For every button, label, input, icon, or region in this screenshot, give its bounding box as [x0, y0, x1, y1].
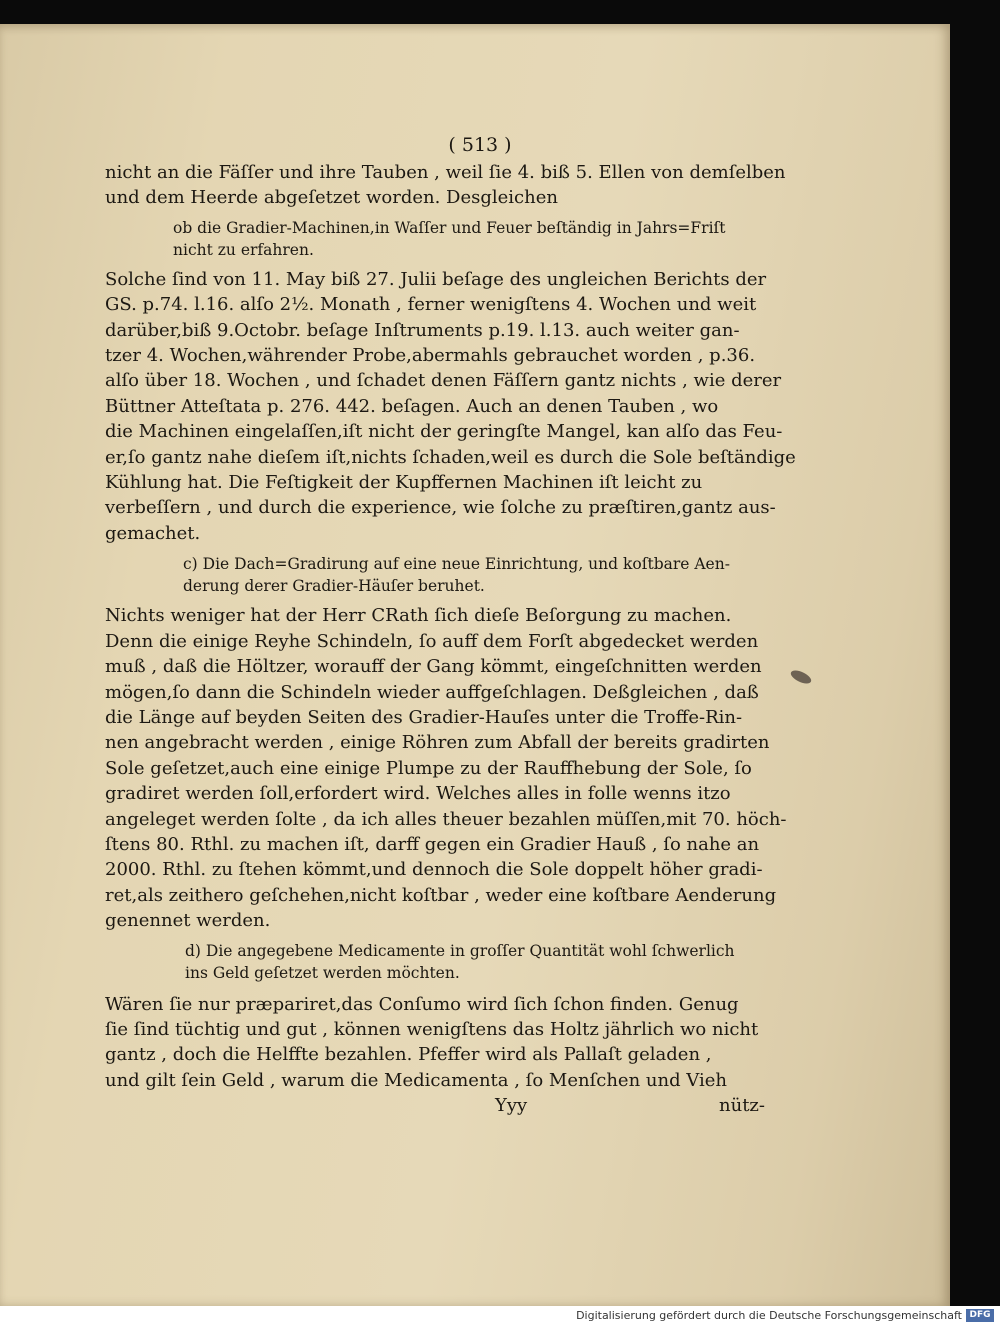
- text-line: derung derer Gradier-Häuſer beruhet.: [183, 577, 485, 596]
- text-line: nen angebracht werden , einige Röhren zum Abfall der bereits gradirten: [105, 732, 770, 754]
- text-line: verbeſſern , und durch die experience, wie ſolche zu præſtiren,gantz aus-: [105, 497, 776, 519]
- page-header: ( 513 ): [448, 134, 512, 156]
- text-line: GS. p.74. l.16. alſo 2½. Monath , ferner wenigſtens 4. Wochen und weit: [105, 294, 757, 316]
- text-line: gemachet.: [105, 522, 201, 544]
- text-line: Kühlung hat. Die Feſtigkeit der Kupffernen Machinen iſt leicht zu: [105, 472, 703, 494]
- paragraph-d: [105, 992, 765, 1094]
- signature-mark: Yyy: [495, 1095, 528, 1117]
- text-line: er,ſo gantz nahe dieſem iſt,nichts ſchaden,weil es durch die Sole beſtändige: [105, 446, 796, 468]
- text-line: Wären ſie nur præpariret,das Conſumo wird ſich ſchon finden. Genug: [105, 993, 739, 1015]
- text-line: genennet werden.: [105, 910, 271, 932]
- text-line: Sole geſetzet,auch eine einige Plumpe zu der Rauffhebung der Sole, ſo: [105, 757, 752, 779]
- text-line: ins Geld geſetzet werden möchten.: [185, 963, 460, 982]
- text-line: ſtens 80. Rthl. zu machen iſt, darff gegen ein Gradier Hauß , ſo nahe an: [105, 833, 760, 855]
- text-line: gradiret werden ſoll,erfordert wird. Welches alles in folle wenns itzo: [105, 783, 731, 805]
- text-line: ſie ſind tüchtig und gut , können wenigſtens das Holtz jährlich wo nicht: [105, 1018, 759, 1040]
- text-line: c) Die Dach=Gradirung auf eine neue Einrichtung, und koſtbare Aen-: [183, 555, 730, 574]
- text-line: Solche ſind von 11. May biß 27. Julii beſage des ungleichen Berichts der: [105, 268, 767, 290]
- text-line: ret,als zeithero geſchehen,nicht koſtbar , weder eine koſtbare Aenderung: [105, 884, 777, 906]
- text-line: Büttner Atteſtata p. 276. 442. beſagen. Auch an denen Tauben , wo: [105, 395, 719, 417]
- footer-credit: Digitalisierung gefördert durch die Deutsche Forschungsgemeinschaft: [576, 1309, 962, 1322]
- text-line: die Machinen eingelaſſen,iſt nicht der geringſte Mangel, kan alſo das Feu-: [105, 421, 783, 443]
- marginal-note-c: [105, 553, 765, 597]
- text-line: Nichts weniger hat der Herr CRath ſich dieſe Beſorgung zu machen.: [105, 605, 732, 627]
- footer-bar: [0, 1306, 1000, 1326]
- text-line: gantz , doch die Helffte bezahlen. Pfeffer wird als Pallaſt geladen ,: [105, 1044, 712, 1066]
- paragraph-c: [105, 603, 787, 933]
- paragraph-b: [105, 267, 796, 546]
- text-line: angeleget werden ſolte , da ich alles theuer bezahlen müſſen,mit 70. höch-: [105, 808, 787, 830]
- marginal-note-b: [105, 217, 765, 261]
- text-line: nicht an die Fäſſer und ihre Tauben , weil ſie 4. biß 5. Ellen von demſelben: [105, 162, 786, 183]
- text-line: Denn die einige Reyhe Schindeln, ſo auff dem Forſt abgedecket werden: [105, 630, 759, 652]
- text-line: ob die Gradier-Machinen,in Waſſer und Feuer beſtändig in Jahrs=Friſt: [173, 218, 726, 237]
- catchword: nütz-: [719, 1095, 765, 1117]
- text-line: alſo über 18. Wochen , und ſchadet denen Fäſſern gantz nichts , wie derer: [105, 370, 782, 392]
- text-line: nicht zu erfahren.: [173, 240, 314, 259]
- page-text: [105, 130, 796, 1118]
- catchword-line: [105, 1093, 765, 1118]
- dfg-logo-icon: DFG: [966, 1309, 994, 1322]
- text-line: mögen,ſo dann die Schindeln wieder auffgeſchlagen. Deßgleichen , daß: [105, 681, 759, 703]
- text-line: und dem Heerde abgeſetzet worden. Desgleichen: [105, 187, 558, 209]
- text-line: d) Die angegebene Medicamente in groſſer Quantität wohl ſchwerlich: [185, 941, 735, 960]
- text-line: tzer 4. Wochen,währender Probe,abermahls gebrauchet worden , p.36.: [105, 345, 756, 367]
- paragraph-a: [105, 160, 786, 211]
- text-line: muß , daß die Höltzer, worauff der Gang kömmt, eingeſchnitten werden: [105, 656, 762, 678]
- text-line: darüber,biß 9.Octobr. beſage Inſtruments p.19. l.13. auch weiter gan-: [105, 319, 740, 341]
- text-line: die Länge auf beyden Seiten des Gradier-Hauſes unter die Troffe-Rin-: [105, 706, 743, 728]
- marginal-note-d: [105, 940, 765, 984]
- text-line: 2000. Rthl. zu ſtehen kömmt,und dennoch die Sole doppelt höher gradi-: [105, 859, 763, 881]
- text-line: und gilt ſein Geld , warum die Medicamenta , ſo Menſchen und Vieh: [105, 1069, 727, 1091]
